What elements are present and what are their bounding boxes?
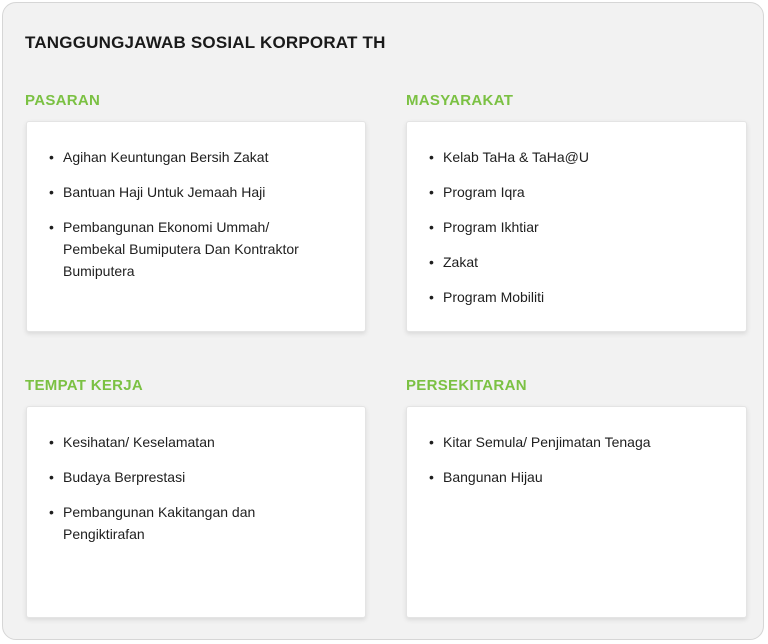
list-item-text: Kitar Semula/ Penjimatan Tenaga <box>443 434 651 450</box>
list-item <box>49 466 345 488</box>
list-item <box>429 146 726 168</box>
list-item <box>49 181 345 203</box>
list-item-text: Program Iqra <box>443 184 525 200</box>
card-persekitaran <box>406 406 747 618</box>
card-masyarakat <box>406 121 747 332</box>
list-item-text: Bantuan Haji Untuk Jemaah Haji <box>63 184 266 200</box>
bullet-icon: • <box>429 149 434 165</box>
list-persekitaran <box>429 431 726 488</box>
list-item-text: Program Ikhtiar <box>443 219 539 235</box>
page-title: TANGGUNGJAWAB SOSIAL KORPORAT TH <box>25 33 386 52</box>
section-title-masyarakat: MASYARAKAT <box>406 92 514 109</box>
list-item-text: Budaya Berprestasi <box>63 469 186 485</box>
list-item <box>49 216 303 282</box>
list-item-text: Program Mobiliti <box>443 289 545 305</box>
list-item <box>429 251 726 273</box>
section-title-pasaran: PASARAN <box>25 92 101 109</box>
list-item <box>429 216 726 238</box>
card-tempat-kerja <box>26 406 366 618</box>
list-item-text: Pembangunan Kakitangan dan Pengiktirafan <box>63 504 256 542</box>
bullet-icon: • <box>49 149 54 165</box>
card-pasaran <box>26 121 366 332</box>
list-pasaran <box>49 146 345 282</box>
bullet-icon: • <box>49 504 54 520</box>
list-item-text: Pembangunan Ekonomi Ummah/ Pembekal Bumiputera Dan Kontraktor Bumiputera <box>63 219 299 279</box>
bullet-icon: • <box>429 219 434 235</box>
list-masyarakat <box>429 146 726 308</box>
list-item <box>429 286 726 308</box>
list-item <box>49 501 303 545</box>
list-item <box>429 181 726 203</box>
section-title-persekitaran: PERSEKITARAN <box>406 377 527 394</box>
list-item-text: Kesihatan/ Keselamatan <box>63 434 215 450</box>
bullet-icon: • <box>49 434 54 450</box>
list-tempat-kerja <box>49 431 345 545</box>
list-item <box>429 466 726 488</box>
bullet-icon: • <box>49 469 54 485</box>
list-item-text: Agihan Keuntungan Bersih Zakat <box>63 149 269 165</box>
list-item-text: Bangunan Hijau <box>443 469 543 485</box>
list-item <box>429 431 726 453</box>
list-item <box>49 431 345 453</box>
bullet-icon: • <box>49 219 54 235</box>
section-title-tempat-kerja: TEMPAT KERJA <box>25 377 144 394</box>
bullet-icon: • <box>429 254 434 270</box>
bullet-icon: • <box>49 184 54 200</box>
bullet-icon: • <box>429 289 434 305</box>
csr-panel <box>2 2 764 640</box>
list-item-text: Kelab TaHa & TaHa@U <box>443 149 589 165</box>
list-item-text: Zakat <box>443 254 479 270</box>
list-item <box>49 146 303 168</box>
bullet-icon: • <box>429 469 434 485</box>
bullet-icon: • <box>429 434 434 450</box>
bullet-icon: • <box>429 184 434 200</box>
